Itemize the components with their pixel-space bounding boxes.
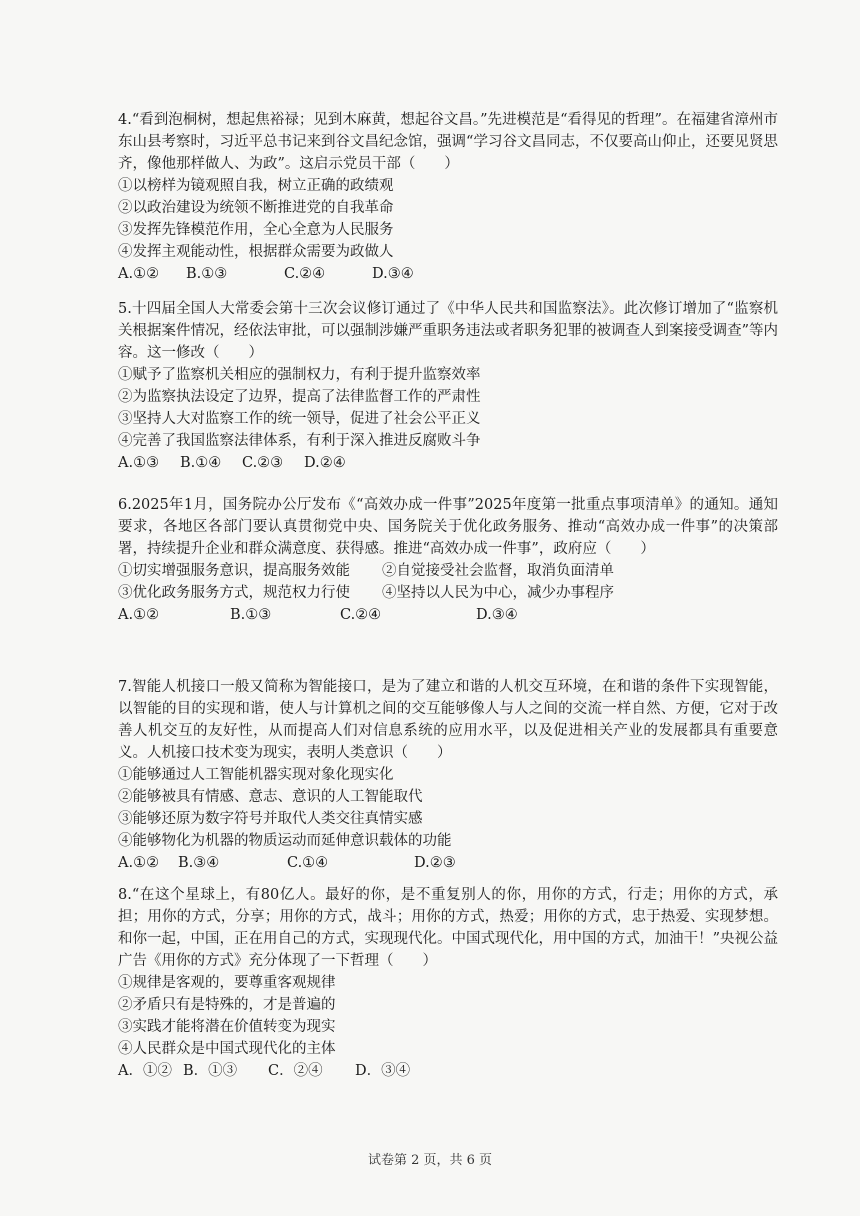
choice-b: B.①④: [180, 455, 222, 471]
option-2: ②能够被具有情感、意志、意识的人工智能取代: [118, 789, 423, 805]
choice-d: D.②③: [414, 855, 456, 871]
option-3: ③优化政务服务方式，规范权力行使: [118, 585, 350, 601]
answer-choices: [118, 604, 778, 626]
option-row: [118, 560, 778, 582]
choice-d: D.③④: [372, 266, 414, 282]
option-1: ①以榜样为镜观照自我，树立正确的政绩观: [118, 178, 394, 194]
page-footer: 试卷第 2 页，共 6 页: [367, 1153, 493, 1168]
option-2: ②为监察执法设定了边界，提高了法律监督工作的严肃性: [118, 389, 481, 405]
choice-a: A.①②: [118, 855, 160, 871]
option-row: [118, 582, 778, 604]
option-4: ④发挥主观能动性，根据群众需要为政做人: [118, 244, 394, 260]
question-stem: 8.“在这个星球上，有80亿人。最好的你，是不重复别人的你，用你的方式，行走；用你的方式，承担；用你的方式，分享；用你的方式，战斗；用你的方式，热爱；用你的方式，忠于热爱、实现梦想。和你一起，中国，正在用自己的方式，实现现代化。中国式现代化，用中国的方式，加油干！”央视公益广告《用你的方式》充分体现了一下哲理（ ）: [118, 887, 778, 969]
question-5: [118, 298, 778, 474]
choice-b: B.①③: [186, 266, 228, 282]
choice-c: C.②③: [242, 455, 284, 471]
option-1: ①赋予了监察机关相应的强制权力，有利于提升监察效率: [118, 367, 481, 383]
option-4: ④能够物化为机器的物质运动而延伸意识载体的功能: [118, 833, 452, 849]
question-stem: 5.十四届全国人大常委会第十三次会议修订通过了《中华人民共和国监察法》。此次修订增加了“监察机关根据案件情况，经依法审批，可以强制涉嫌严重职务违法或者职务犯罪的被调查人到案接受调查”等内容。这一修改（ ）: [118, 301, 778, 361]
question-stem: 4.“看到泡桐树，想起焦裕禄；见到木麻黄，想起谷文昌。”先进模范是“看得见的哲理”。在福建省漳州市东山县考察时，习近平总书记来到谷文昌纪念馆，强调“学习谷文昌同志，不仅要高山仰止，还要见贤思齐，像他那样做人、为政”。这启示党员干部（ ）: [118, 112, 778, 172]
choice-a: A.①②: [118, 266, 160, 282]
option-2: ②以政治建设为统领不断推进党的自我革命: [118, 200, 394, 216]
choice-a: A．①②: [118, 1063, 172, 1079]
option-3: ③能够还原为数字符号并取代人类交往真情实感: [118, 811, 423, 827]
answer-choices: [118, 852, 778, 874]
question-6: [118, 494, 778, 626]
choice-c: C.①④: [287, 855, 329, 871]
option-2: ②矛盾只有是特殊的，才是普遍的: [118, 997, 336, 1013]
answer-choices: [118, 1060, 778, 1082]
option-2: ②自觉接受社会监督，取消负面清单: [382, 563, 614, 579]
question-8: [118, 884, 778, 1082]
option-1: ①切实增强服务意识，提高服务效能: [118, 563, 350, 579]
question-stem: 6.2025年1月，国务院办公厅发布《“高效办成一件事”2025年度第一批重点事项清单》的通知。通知要求，各地区各部门要认真贯彻党中央、国务院关于优化政务服务、推动“高效办成一件事”的决策部署，持续提升企业和群众满意度、获得感。推进“高效办成一件事”，政府应（ ）: [118, 497, 778, 557]
choice-b: B.①③: [230, 607, 272, 623]
choice-c: C.②④: [284, 266, 326, 282]
choice-b: B．①③: [183, 1063, 238, 1079]
option-3: ③坚持人大对监察工作的统一领导，促进了社会公平正义: [118, 411, 481, 427]
option-4: ④人民群众是中国式现代化的主体: [118, 1041, 336, 1057]
option-1: ①规律是客观的，要尊重客观规律: [118, 975, 336, 991]
question-4: [118, 109, 778, 285]
choice-d: D.②④: [304, 455, 346, 471]
choice-d: D．③④: [355, 1063, 411, 1079]
choice-a: A.①②: [118, 607, 160, 623]
choice-a: A.①③: [118, 455, 160, 471]
option-3: ③发挥先锋模范作用，全心全意为人民服务: [118, 222, 394, 238]
choice-c: C．②④: [268, 1063, 323, 1079]
question-7: [118, 676, 778, 874]
option-4: ④完善了我国监察法律体系，有利于深入推进反腐败斗争: [118, 433, 481, 449]
choice-c: C.②④: [340, 607, 382, 623]
answer-choices: [118, 263, 778, 285]
option-3: ③实践才能将潜在价值转变为现实: [118, 1019, 336, 1035]
option-1: ①能够通过人工智能机器实现对象化现实化: [118, 767, 394, 783]
question-stem: 7.智能人机接口一般又简称为智能接口，是为了建立和谐的人机交互环境，在和谐的条件下实现智能，以智能的目的实现和谐，使人与计算机之间的交互能够像人与人之间的交流一样自然、方便，它对于改善人机交互的友好性，从而提高人们对信息系统的应用水平，以及促进相关产业的发展都具有重要意义。人机接口技术变为现实，表明人类意识（ ）: [118, 679, 778, 761]
choice-b: B.③④: [178, 855, 220, 871]
answer-choices: [118, 452, 778, 474]
option-4: ④坚持以人民为中心，减少办事程序: [382, 585, 614, 601]
choice-d: D.③④: [476, 607, 518, 623]
